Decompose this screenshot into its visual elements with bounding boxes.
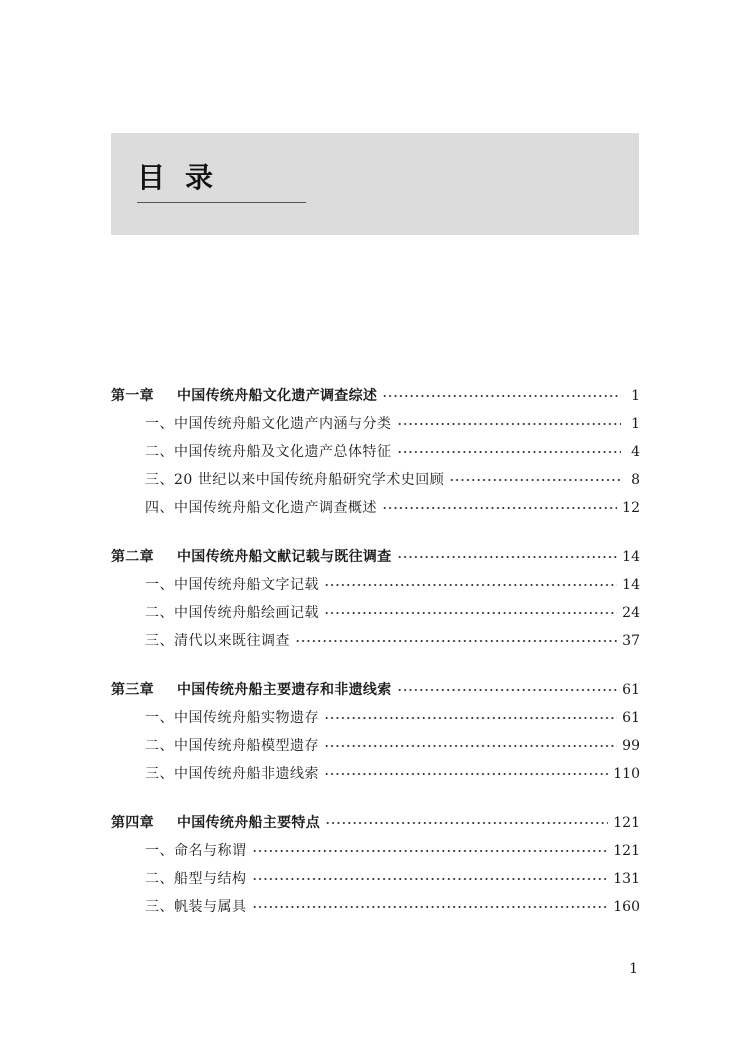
page-number: 99 — [622, 738, 640, 754]
page-number: 37 — [622, 633, 640, 649]
chapter-number: 第四章 — [111, 815, 154, 831]
page-number: 121 — [613, 843, 640, 859]
page-number: 1 — [631, 416, 640, 432]
dot-leader — [324, 612, 617, 614]
folio-page-number: 1 — [629, 961, 638, 977]
toc-section-entry[interactable] — [111, 732, 640, 760]
section-title: 三、帆装与属具 — [145, 899, 247, 915]
dot-leader — [382, 395, 621, 397]
page-number: 121 — [613, 815, 640, 831]
dot-leader — [324, 773, 608, 775]
toc-section-entry[interactable] — [111, 837, 640, 865]
chapter-title: 中国传统舟船主要特点 — [177, 815, 320, 831]
section-title: 二、船型与结构 — [145, 871, 247, 887]
toc-header-band — [111, 133, 639, 235]
toc-chapter-1 — [111, 382, 640, 522]
dot-leader — [324, 584, 617, 586]
toc-section-entry[interactable] — [111, 571, 640, 599]
page-number: 14 — [622, 577, 640, 593]
toc-section-entry[interactable] — [111, 599, 640, 627]
table-of-contents — [111, 382, 640, 942]
page-number: 12 — [622, 500, 640, 516]
page-number: 160 — [613, 899, 640, 915]
section-title: 二、中国传统舟船模型遗存 — [145, 738, 319, 754]
dot-leader — [397, 423, 622, 425]
toc-section-entry[interactable] — [111, 410, 640, 438]
chapter-title: 中国传统舟船文化遗产调查综述 — [177, 388, 378, 404]
toc-section-entry[interactable] — [111, 893, 640, 921]
toc-section-entry[interactable] — [111, 704, 640, 732]
section-title: 四、中国传统舟船文化遗产调查概述 — [145, 500, 377, 516]
toc-chapter-2 — [111, 543, 640, 655]
page-number: 8 — [631, 472, 640, 488]
section-title: 一、中国传统舟船实物遗存 — [145, 710, 319, 726]
section-title: 一、中国传统舟船文化遗产内涵与分类 — [145, 416, 392, 432]
dot-leader — [252, 850, 609, 852]
toc-chapter-3 — [111, 676, 640, 788]
heading-underline — [137, 202, 306, 203]
dot-leader — [252, 906, 609, 908]
section-title: 三、清代以来既往调查 — [145, 633, 290, 649]
toc-section-entry[interactable] — [111, 438, 640, 466]
dot-leader — [252, 878, 609, 880]
toc-chapter-entry[interactable] — [111, 382, 640, 410]
dot-leader — [325, 822, 608, 824]
dot-leader — [397, 689, 618, 691]
page-number: 24 — [622, 605, 640, 621]
section-title: 二、中国传统舟船绘画记载 — [145, 605, 319, 621]
chapter-number: 第二章 — [111, 549, 154, 565]
toc-chapter-entry[interactable] — [111, 809, 640, 837]
section-title: 三、20 世纪以来中国传统舟船研究学术史回顾 — [145, 472, 445, 488]
toc-section-entry[interactable] — [111, 466, 640, 494]
toc-section-entry[interactable] — [111, 865, 640, 893]
chapter-number: 第三章 — [111, 682, 154, 698]
dot-leader — [449, 479, 621, 481]
dot-leader — [397, 451, 622, 453]
dot-leader — [382, 507, 617, 509]
page-number: 1 — [631, 388, 640, 404]
page-number: 14 — [622, 549, 640, 565]
toc-chapter-4 — [111, 809, 640, 921]
toc-chapter-entry[interactable] — [111, 543, 640, 571]
toc-section-entry[interactable] — [111, 494, 640, 522]
chapter-title: 中国传统舟船文献记载与既往调查 — [177, 549, 392, 565]
page-number: 61 — [622, 682, 640, 698]
page-number: 131 — [613, 871, 640, 887]
toc-section-entry[interactable] — [111, 760, 640, 788]
page-number: 110 — [613, 766, 640, 782]
section-title: 一、命名与称谓 — [145, 843, 247, 859]
toc-section-entry[interactable] — [111, 627, 640, 655]
dot-leader — [397, 556, 618, 558]
dot-leader — [295, 640, 617, 642]
chapter-number: 第一章 — [111, 388, 154, 404]
page-number: 4 — [631, 444, 640, 460]
toc-chapter-entry[interactable] — [111, 676, 640, 704]
toc-heading: 目录 — [137, 161, 234, 194]
section-title: 三、中国传统舟船非遗线索 — [145, 766, 319, 782]
dot-leader — [324, 745, 617, 747]
dot-leader — [324, 717, 617, 719]
chapter-title: 中国传统舟船主要遗存和非遗线索 — [177, 682, 392, 698]
section-title: 一、中国传统舟船文字记载 — [145, 577, 319, 593]
page-number: 61 — [622, 710, 640, 726]
section-title: 二、中国传统舟船及文化遗产总体特征 — [145, 444, 392, 460]
